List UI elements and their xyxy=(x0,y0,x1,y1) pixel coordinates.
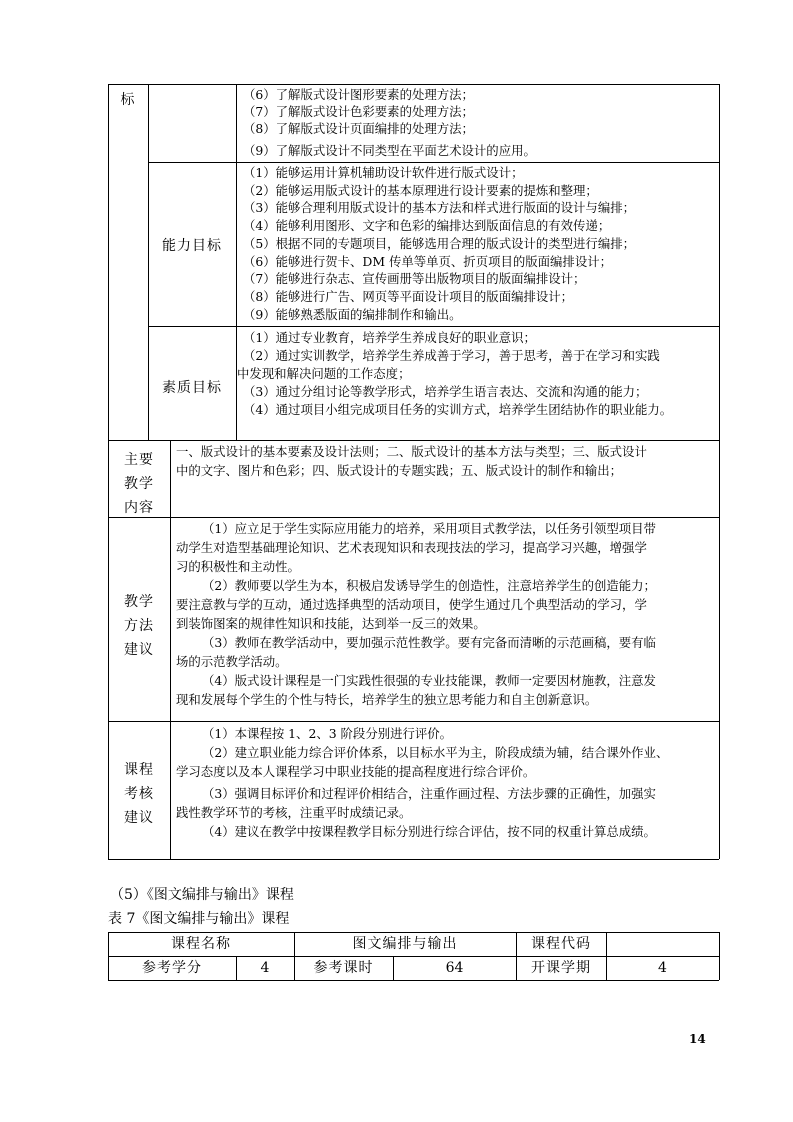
credit-value: 4 xyxy=(260,960,270,976)
text-line: （1）本课程按 1、2、3 阶段分别进行评价。 xyxy=(202,726,453,741)
label-line: 建议 xyxy=(124,642,154,658)
text-line: （4）通过项目小组完成项目任务的实训方式，培养学生团结协作的职业能力。 xyxy=(243,402,673,417)
goals-label: 标 xyxy=(120,92,136,108)
quality-goals-text xyxy=(237,329,715,437)
text-line: 学习态度以及本人课程学习中职业技能的提高程度进行综合评价。 xyxy=(176,764,536,779)
text-line: （2）建立职业能力综合评价体系，以目标水平为主，阶段成绩为辅，结合课外作业、 xyxy=(202,745,669,760)
label-line: 课程 xyxy=(124,762,154,778)
course-code-label: 课程代码 xyxy=(531,936,591,952)
text-line: 中发现和解决问题的工作态度； xyxy=(237,366,411,381)
text-line: 动学生对造型基础理论知识、艺术表现知识和表现技法的学习，提高学习兴趣，增强学 xyxy=(176,540,647,555)
text-line: （8）能够进行广告、网页等平面设计项目的版面编排设计； xyxy=(243,288,574,304)
semester-label: 开课学期 xyxy=(531,960,591,976)
course-name-value: 图文编排与输出 xyxy=(352,936,458,952)
text-line: （7）能够进行杂志、宣传画册等出版物项目的版面编排设计； xyxy=(243,271,586,287)
text-line: 践性教学环节的考核，注重平时成绩记录。 xyxy=(176,805,412,820)
label-line: 内容 xyxy=(124,500,154,516)
text-line: （6）了解版式设计图形要素的处理方法； xyxy=(243,87,474,102)
text-line: （1）能够运用计算机辅助设计软件进行版式设计； xyxy=(243,165,524,180)
ability-goals-label: 能力目标 xyxy=(162,238,222,254)
text-line: （4）版式设计课程是一门实践性很强的专业技能课，教师一定要因材施教，注意发 xyxy=(202,673,656,688)
label-line: 方法 xyxy=(124,618,154,634)
text-line: （5）根据不同的专题项目，能够选用合理的版式设计的类型进行编排； xyxy=(243,235,635,251)
teaching-method-text xyxy=(176,520,716,718)
text-line: （3）能够合理利用版式设计的基本方法和样式进行版面的设计与编排； xyxy=(243,200,635,216)
text-line: （8）了解版式设计页面编排的处理方法； xyxy=(243,121,474,136)
text-line: （2）通过实训教学，培养学生养成善于学习，善于思考，善于在学习和实践 xyxy=(243,348,660,363)
hours-label: 参考课时 xyxy=(313,960,374,976)
text-line: （7）了解版式设计色彩要素的处理方法； xyxy=(243,104,474,119)
table-caption: 表 7《图文编排与输出》课程 xyxy=(108,911,290,927)
text-line: 到装饰图案的规律性知识和技能，达到举一反三的效果。 xyxy=(176,616,486,631)
text-line: （4）能够利用图形、文字和色彩的编排达到版面信息的有效传递； xyxy=(243,218,611,234)
text-line: 现和发展每个学生的个性与特长，培养学生的独立思考能力和自主创新意识。 xyxy=(176,692,598,707)
text-line: （1）通过专业教育，培养学生养成良好的职业意识； xyxy=(243,330,536,345)
text-line: （4）建议在教学中按课程教学目标分别进行综合评估，按不同的权重计算总成绩。 xyxy=(202,824,656,839)
text-line: （3）通过分组讨论等教学形式，培养学生语言表达、交流和沟通的能力； xyxy=(243,384,648,399)
label-line: 建议 xyxy=(124,810,154,826)
text-line: （9）了解版式设计不同类型在平面艺术设计的应用。 xyxy=(243,143,536,158)
text-line: 一、版式设计的基本要素及设计法则；二、版式设计的基本方法与类型；三、版式设计 xyxy=(176,444,647,459)
label-line: 教学 xyxy=(124,594,154,610)
label-line: 教学 xyxy=(124,476,154,492)
hours-value: 64 xyxy=(445,960,464,976)
text-line: （1）应立足于学生实际应用能力的培养，采用项目式教学法，以任务引领型项目带 xyxy=(202,521,656,536)
text-line: 中的文字、图片和色彩；四、版式设计的专题实践；五、版式设计的制作和输出； xyxy=(176,463,623,478)
course-name-label: 课程名称 xyxy=(171,936,231,952)
page-number: 14 xyxy=(689,1032,706,1046)
section-heading: （5）《图文编排与输出》课程 xyxy=(110,887,294,903)
ability-goals-text xyxy=(243,164,715,324)
knowledge-goals-text xyxy=(243,86,715,160)
text-line: （2）教师要以学生为本，积极启发诱导学生的创造性，注意培养学生的创造能力； xyxy=(202,578,656,593)
text-line: （9）能够熟悉版面的编排制作和输出。 xyxy=(243,306,462,322)
quality-goals-label: 素质目标 xyxy=(162,380,222,396)
label-line: 主要 xyxy=(124,452,154,468)
credit-label: 参考学分 xyxy=(142,960,202,976)
assessment-text xyxy=(176,725,716,857)
text-line: （2）能够运用版式设计的基本原理进行设计要素的提炼和整理； xyxy=(243,182,598,198)
text-line: （3）强调目标评价和过程评价相结合，注重作画过程、方法步骤的正确性，加强实 xyxy=(202,786,656,801)
semester-value: 4 xyxy=(658,960,667,976)
main-content-text xyxy=(176,443,716,515)
text-line: （6）能够进行贺卡、DM 传单等单页、折页项目的版面编排设计； xyxy=(243,253,612,269)
text-line: 要注意教与学的互动，通过选择典型的活动项目，使学生通过几个典型活动的学习，学 xyxy=(176,597,647,612)
text-line: （3）教师在教学活动中，要加强示范性教学。要有完备而清晰的示范画稿，要有临 xyxy=(202,635,656,650)
text-line: 场的示范教学活动。 xyxy=(176,654,288,669)
label-line: 考核 xyxy=(124,786,154,802)
text-line: 习的积极性和主动性。 xyxy=(176,559,300,574)
